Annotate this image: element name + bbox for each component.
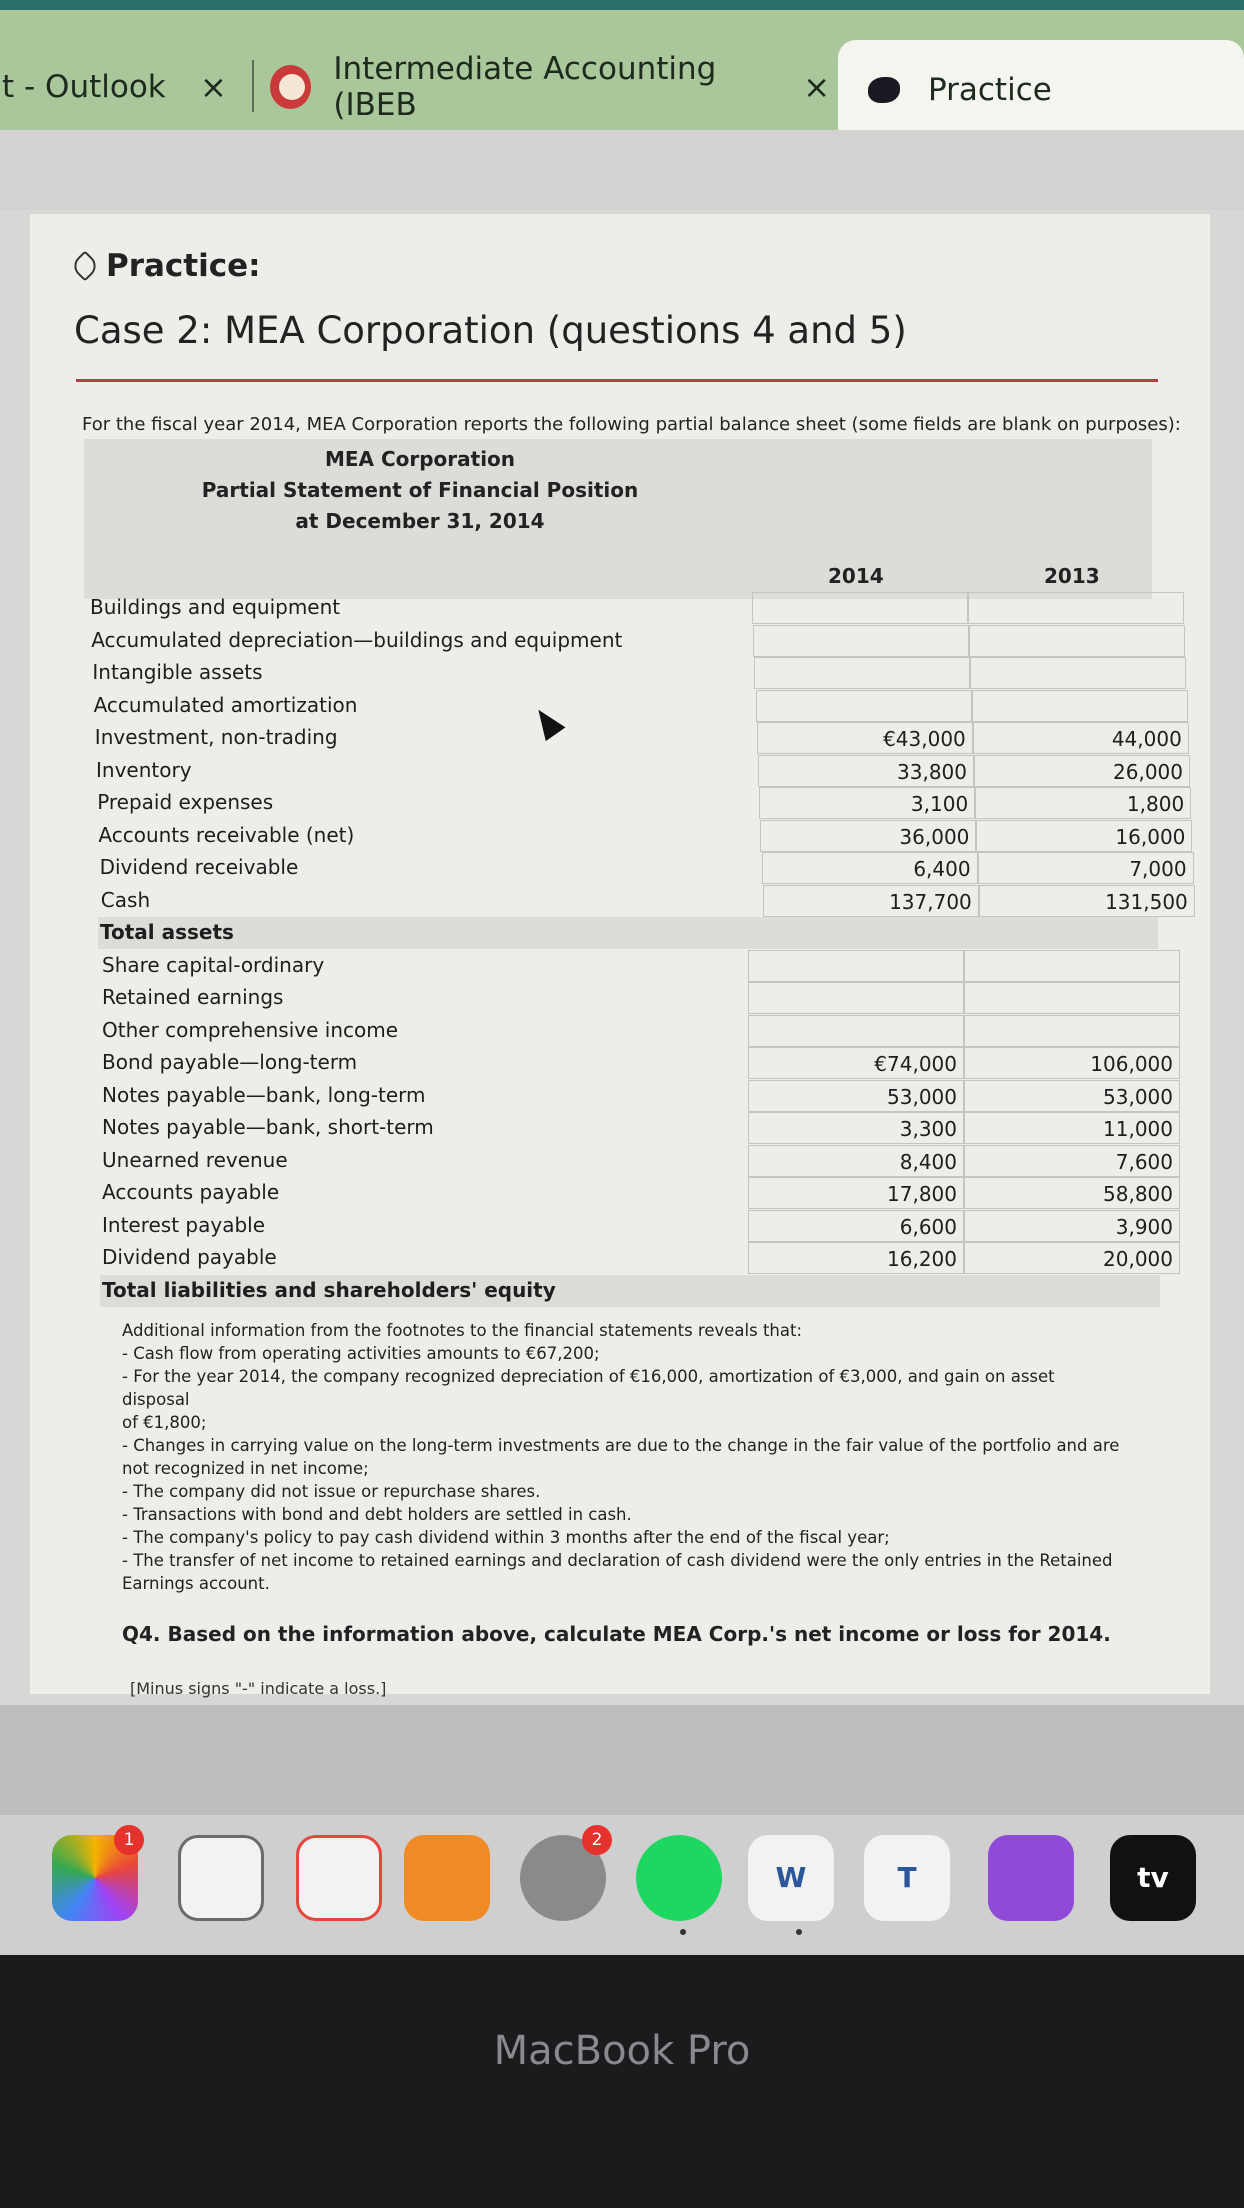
row-label: Dividend receivable <box>99 855 299 879</box>
value-2014 <box>748 1015 964 1047</box>
row-label: Prepaid expenses <box>97 790 274 814</box>
row-label: Retained earnings <box>102 985 284 1009</box>
tab-practice-label: Practice <box>928 72 1052 108</box>
asset-row <box>88 592 1148 624</box>
window-top-accent <box>0 0 1244 10</box>
row-label: Share capital-ordinary <box>102 952 325 977</box>
pencil-icon <box>69 250 100 281</box>
footnote-line: - The company's policy to pay cash dividend within 3 months after the end of the fiscal year; <box>122 1528 890 1547</box>
value-2013: 44,000 <box>973 722 1189 754</box>
liability-row <box>100 1145 1173 1177</box>
value-2013: 3,900 <box>964 1210 1180 1242</box>
row-label: Bond payable—long-term <box>102 1050 358 1074</box>
row-label: Unearned revenue <box>102 1147 288 1172</box>
asset-row <box>96 820 1186 852</box>
value-2014 <box>753 625 969 657</box>
liability-row <box>100 1177 1173 1209</box>
value-2013: 11,000 <box>964 1112 1180 1144</box>
footnote-line: not recognized in net income; <box>122 1459 369 1478</box>
footnote-line: - The transfer of net income to retained earnings and declaration of cash dividend were the only entries in the Retained <box>122 1551 1113 1570</box>
tab-ia-label: Intermediate Accounting (IBEB <box>333 51 717 123</box>
laptop-bezel <box>0 1955 1244 2208</box>
row-label: Accounts receivable (net) <box>98 822 355 847</box>
asset-row <box>90 657 1150 689</box>
value-2014: €43,000 <box>757 722 973 754</box>
row-label: Notes payable—bank, long-term <box>102 1082 426 1107</box>
value-2013 <box>964 982 1180 1014</box>
value-2014: 3,100 <box>759 787 975 819</box>
word-icon[interactable] <box>748 1835 834 1921</box>
value-2014 <box>748 982 964 1014</box>
row-label: Dividend payable <box>102 1245 277 1269</box>
value-2013: 26,000 <box>974 755 1190 787</box>
row-label: Other comprehensive income <box>102 1017 399 1042</box>
footnote-line: - For the year 2014, the company recognized depreciation of €16,000, amortization of €3,000, and gain on asset disposal <box>122 1367 1055 1409</box>
footnote-line: Earnings account. <box>122 1574 270 1593</box>
value-2014: 53,000 <box>748 1080 964 1112</box>
row-label: Notes payable—bank, short-term <box>102 1115 434 1139</box>
case-title: Case 2: MEA Corporation (questions 4 and 5) <box>74 309 907 352</box>
asset-row <box>98 852 1187 884</box>
podcasts-icon[interactable] <box>988 1835 1074 1921</box>
liability-row <box>100 1080 1173 1112</box>
value-2013 <box>968 592 1184 624</box>
title-divider <box>76 379 1158 382</box>
row-label: Buildings and equipment <box>90 595 341 619</box>
asset-row <box>95 787 1185 819</box>
value-2013: 53,000 <box>964 1080 1180 1112</box>
liability-row <box>100 1112 1173 1144</box>
tab-intermediate-accounting[interactable] <box>270 32 830 142</box>
column-header-2014: 2014 <box>828 564 884 588</box>
value-2014 <box>752 592 968 624</box>
value-2014: 33,800 <box>758 755 974 787</box>
app-letter: T <box>897 1861 917 1894</box>
browser-content <box>0 210 1244 1705</box>
device-label: MacBook Pro <box>493 2028 751 2074</box>
row-label: Accounts payable <box>102 1180 280 1204</box>
statement-date: at December 31, 2014 <box>295 509 545 533</box>
photos-icon[interactable] <box>52 1830 138 1921</box>
value-2013: 7,600 <box>964 1145 1180 1177</box>
running-indicator <box>680 1929 686 1935</box>
liability-row <box>100 1015 1160 1047</box>
value-2014 <box>762 917 978 949</box>
value-2014 <box>754 657 970 689</box>
value-2013: 16,000 <box>976 820 1192 852</box>
browser-toolbar <box>0 130 1244 210</box>
asset-row <box>92 690 1152 722</box>
value-2014 <box>748 1275 964 1307</box>
answer-hint: [Minus signs "-" indicate a loss.] <box>130 1679 387 1698</box>
browser-tab-strip <box>0 10 1244 130</box>
row-label: Accumulated amortization <box>93 692 358 717</box>
footnote-line: - Cash flow from operating activities amounts to €67,200; <box>122 1344 600 1363</box>
asset-row <box>89 625 1149 657</box>
value-2013 <box>964 950 1180 982</box>
value-2013: 58,800 <box>964 1177 1180 1209</box>
liability-row <box>100 1047 1173 1079</box>
value-2013 <box>970 657 1186 689</box>
asset-row <box>99 885 1188 917</box>
value-2014: 16,200 <box>748 1242 964 1274</box>
liability-row <box>100 950 1160 982</box>
value-2013: 7,000 <box>978 852 1194 884</box>
row-label: Total liabilities and shareholders' equity <box>102 1277 556 1302</box>
app-logo-icon <box>868 77 900 103</box>
app-letter: W <box>775 1861 807 1894</box>
value-2013: 106,000 <box>964 1047 1180 1079</box>
tab-separator <box>252 60 254 112</box>
running-indicator <box>796 1929 802 1935</box>
footnote-line: - Changes in carrying value on the long-term investments are due to the change in the fair value of the portfolio and are <box>122 1436 1120 1455</box>
notification-badge: 1 <box>114 1825 144 1855</box>
value-2014 <box>748 950 964 982</box>
value-2014: 137,700 <box>763 885 979 917</box>
row-label: Intangible assets <box>92 660 263 684</box>
value-2014: 6,400 <box>762 852 978 884</box>
total-liabilities-row <box>100 1275 1160 1307</box>
value-2014: 3,300 <box>748 1112 964 1144</box>
intro-text: For the fiscal year 2014, MEA Corporation reports the following partial balance sheet (some fields are blank on purposes): <box>82 414 1181 435</box>
practice-heading <box>74 248 261 284</box>
keynote-icon[interactable] <box>178 1835 264 1921</box>
asset-row <box>94 755 1183 787</box>
value-2014: 17,800 <box>748 1177 964 1209</box>
value-2014: 8,400 <box>748 1145 964 1177</box>
value-2013 <box>964 1275 1180 1307</box>
footnote-line: Additional information from the footnotes to the financial statements reveals that: <box>122 1321 803 1340</box>
dock <box>0 1815 1244 1955</box>
system-preferences-icon[interactable] <box>520 1830 606 1921</box>
footnote-line: of €1,800; <box>122 1413 207 1432</box>
practice-page <box>30 214 1210 1698</box>
apple-tv-icon[interactable] <box>1110 1835 1196 1921</box>
tab-practice[interactable] <box>838 40 1244 140</box>
company-name: MEA Corporation <box>324 447 516 471</box>
row-label: Cash <box>100 887 151 912</box>
books-icon[interactable] <box>404 1835 490 1921</box>
statement-title: Partial Statement of Financial Position <box>201 478 639 502</box>
tab-outlook-label: t - Outlook <box>2 69 166 105</box>
value-2013 <box>978 917 1194 949</box>
question-q4: Q4. Based on the information above, calculate MEA Corp.'s net income or loss for 2014. <box>122 1622 1111 1646</box>
row-label: Accumulated depreciation—buildings and equipment <box>91 627 623 652</box>
row-label: Investment, non-trading <box>94 725 338 749</box>
total-assets-row <box>98 917 1158 949</box>
value-2013: 20,000 <box>964 1242 1180 1274</box>
liability-row <box>100 1210 1173 1242</box>
value-2013: 1,800 <box>975 787 1191 819</box>
row-label: Inventory <box>96 757 192 782</box>
statement-header <box>84 439 1152 599</box>
asset-row <box>93 722 1182 754</box>
footnotes <box>122 1319 1122 1595</box>
value-2014: 6,600 <box>748 1210 964 1242</box>
row-label: Interest payable <box>102 1212 266 1237</box>
footnote-line: - The company did not issue or repurchase shares. <box>122 1482 541 1501</box>
value-2013 <box>969 625 1185 657</box>
app-letter: tv <box>1137 1861 1169 1894</box>
tab-outlook[interactable] <box>0 32 250 142</box>
teams-icon[interactable] <box>864 1835 950 1921</box>
value-2014: €74,000 <box>748 1047 964 1079</box>
desktop-area <box>0 1705 1244 1955</box>
news-icon[interactable] <box>296 1835 382 1921</box>
notification-badge: 2 <box>582 1825 612 1855</box>
spotify-icon[interactable] <box>636 1835 722 1921</box>
value-2013 <box>972 690 1188 722</box>
value-2014: 36,000 <box>760 820 976 852</box>
close-icon[interactable]: × <box>200 68 227 106</box>
liability-row <box>100 1242 1173 1274</box>
column-header-2013: 2013 <box>1044 564 1100 588</box>
footnote-line: - Transactions with bond and debt holders are settled in cash. <box>122 1505 632 1524</box>
value-2013 <box>964 1015 1180 1047</box>
close-icon[interactable]: × <box>803 68 830 106</box>
liability-row <box>100 982 1160 1014</box>
value-2013: 131,500 <box>979 885 1195 917</box>
row-label: Total assets <box>100 920 234 944</box>
university-seal-icon <box>270 65 311 109</box>
practice-heading-label: Practice: <box>106 248 261 284</box>
value-2014 <box>756 690 972 722</box>
